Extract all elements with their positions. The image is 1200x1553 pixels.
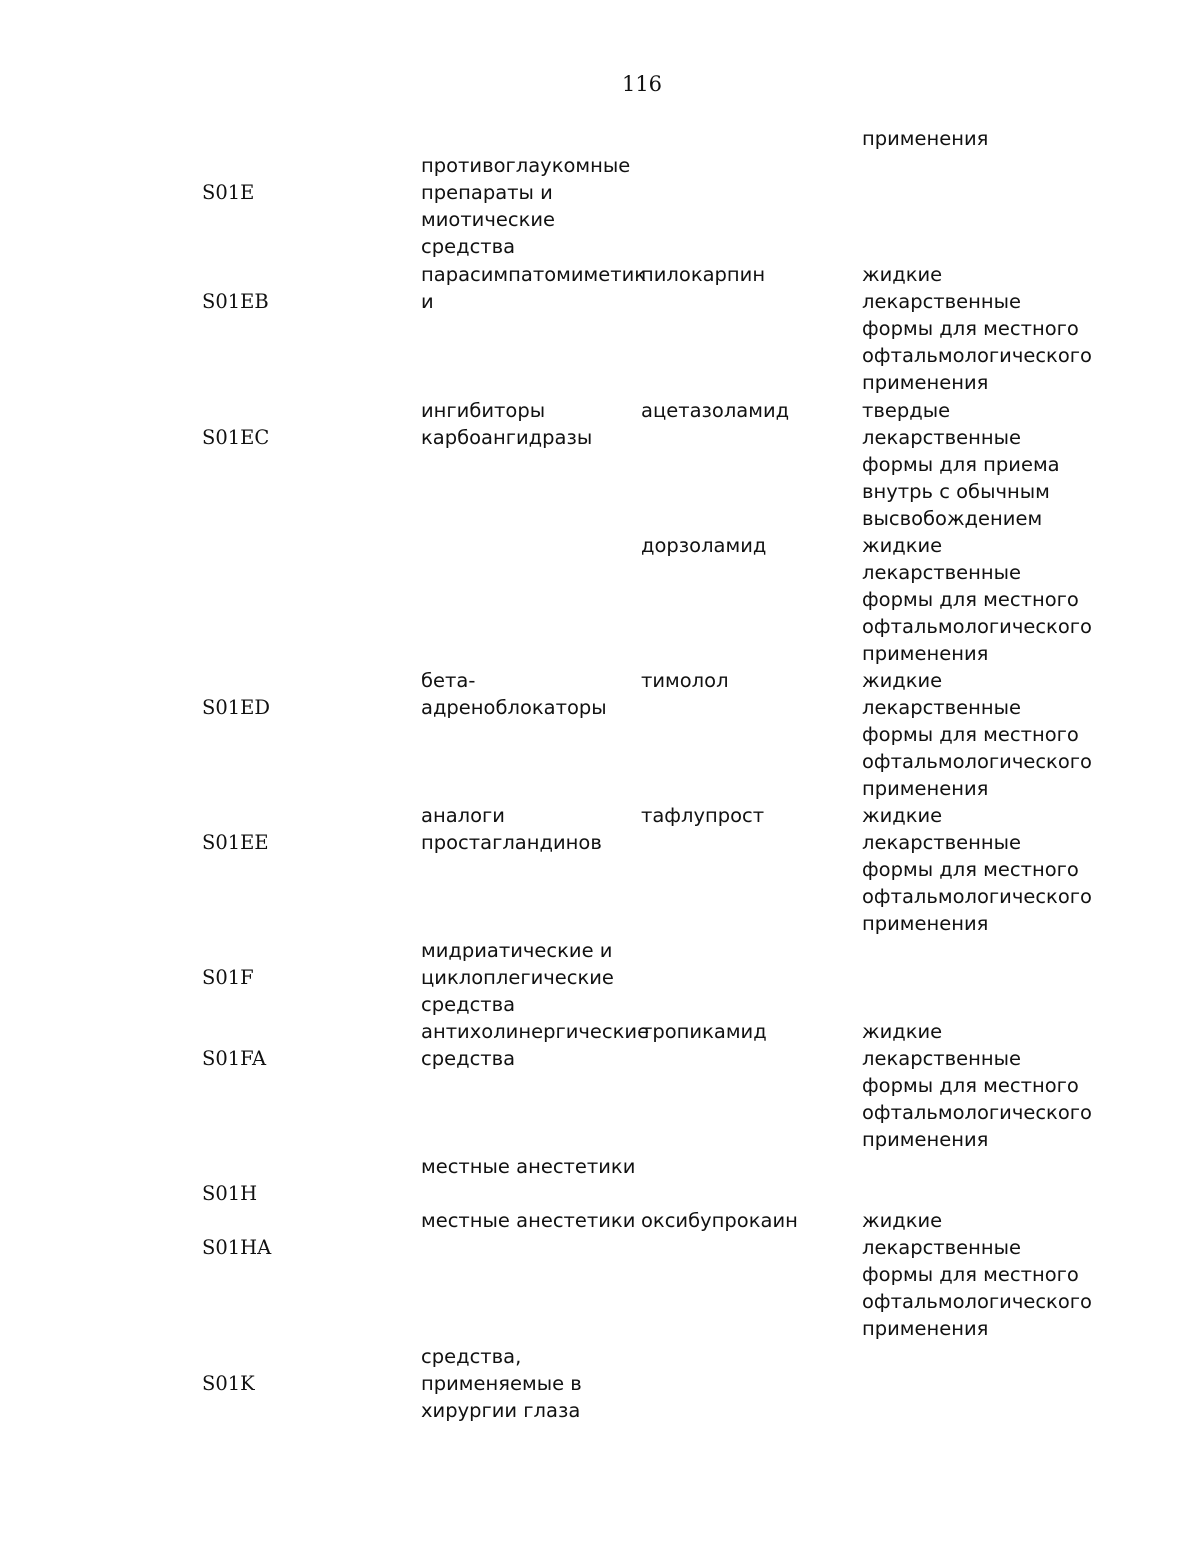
drug-name: тимолол: [641, 669, 729, 692]
drug-name: оксибупрокаин: [641, 1209, 798, 1232]
atc-code: S01FA: [202, 1047, 267, 1070]
dosage-form: жидкие лекарственные формы для местного офтальмологического применения: [862, 263, 1092, 395]
atc-code: S01F: [202, 966, 254, 989]
continued-form-cell: применения: [862, 127, 989, 150]
group-name: местные анестетики: [421, 1155, 636, 1178]
atc-code: S01EB: [202, 290, 269, 313]
atc-code: S01ED: [202, 696, 271, 719]
group-name: парасимпатомиметик и: [421, 263, 647, 314]
atc-code: S01EE: [202, 831, 269, 854]
group-name: аналоги простагландинов: [421, 804, 602, 855]
group-name: антихолинергические средства: [421, 1020, 650, 1071]
atc-code: S01EC: [202, 426, 270, 449]
atc-code: S01HA: [202, 1236, 272, 1259]
dosage-form: жидкие лекарственные формы для местного офтальмологического применения: [862, 804, 1092, 936]
drug-name: тропикамид: [641, 1020, 767, 1043]
dosage-form: жидкие лекарственные формы для местного офтальмологического применения: [862, 1020, 1092, 1152]
atc-code: S01K: [202, 1372, 255, 1395]
atc-code: S01E: [202, 181, 255, 204]
group-name: ингибиторы карбоангидразы: [421, 399, 593, 450]
page-number: 116: [621, 72, 663, 96]
dosage-form: жидкие лекарственные формы для местного офтальмологического применения: [862, 669, 1092, 801]
dosage-form: жидкие лекарственные формы для местного офтальмологического применения: [862, 534, 1092, 666]
drug-name: ацетазоламид: [641, 399, 790, 422]
dosage-form: жидкие лекарственные формы для местного офтальмологического применения: [862, 1209, 1092, 1341]
drug-name: дорзоламид: [641, 534, 767, 557]
drug-name: пилокарпин: [641, 263, 766, 286]
drug-name: тафлупрост: [641, 804, 765, 827]
group-name: мидриатические и циклоплегические средства: [421, 939, 614, 1017]
atc-code: S01H: [202, 1182, 258, 1205]
group-name: бета- адреноблокаторы: [421, 669, 607, 720]
group-name: средства, применяемые в хирургии глаза: [421, 1345, 582, 1423]
dosage-form: твердые лекарственные формы для приема внутрь с обычным высвобождением: [862, 399, 1060, 531]
group-name: противоглаукомные препараты и миотические средства: [421, 154, 631, 259]
group-name: местные анестетики: [421, 1209, 636, 1232]
